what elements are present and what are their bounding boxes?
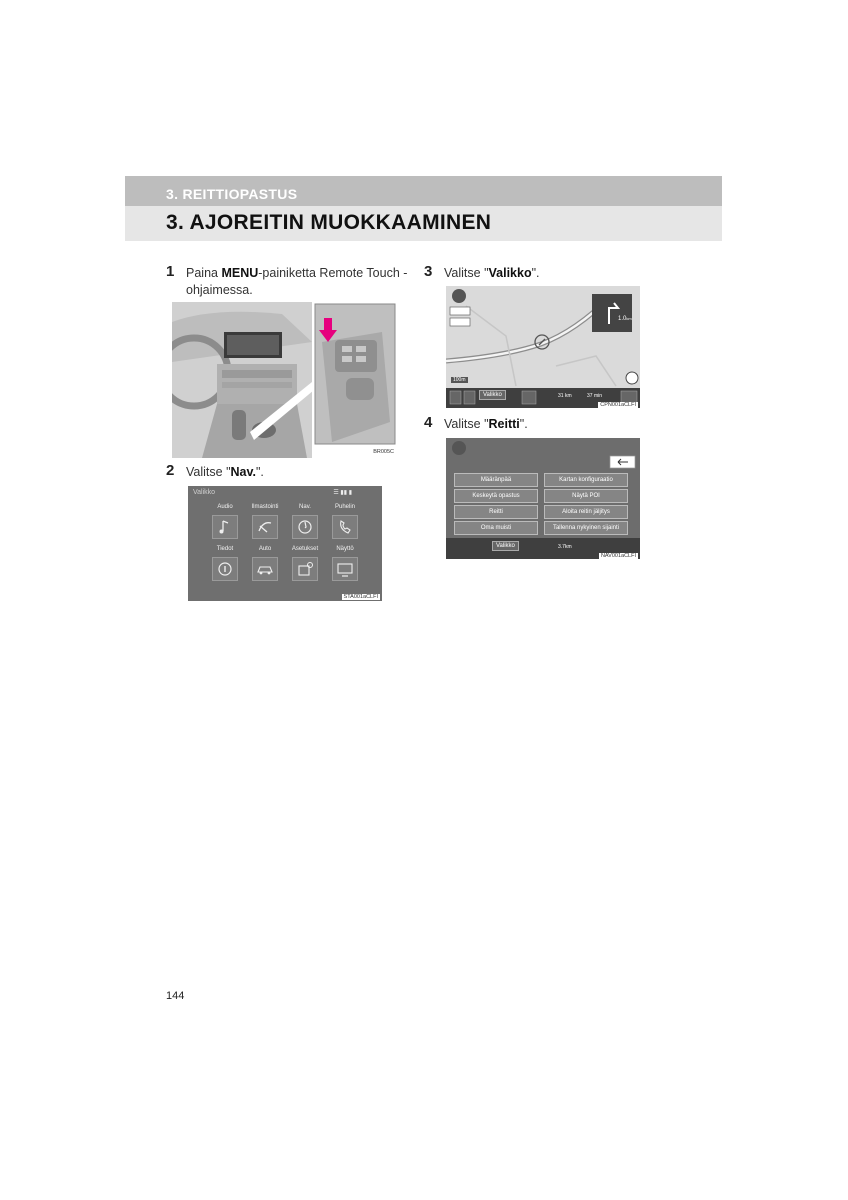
page-title: 3. AJOREITIN MUOKKAAMINEN — [166, 211, 492, 234]
map-config-button[interactable]: Kartan konfiguraatio — [544, 473, 628, 487]
page-number: 144 — [166, 990, 185, 1002]
step-text: ". — [531, 266, 540, 280]
step-4 — [424, 416, 664, 433]
step-text: ". — [519, 417, 528, 431]
tile-label: Ilmastointi — [251, 504, 279, 510]
menu-screen-title: Valikko — [193, 489, 216, 496]
status-icons: ☰ ▮▮ ▮ — [333, 490, 352, 496]
audio-tile[interactable] — [212, 515, 238, 539]
display-tile[interactable] — [332, 557, 358, 581]
tile-label: Auto — [258, 546, 272, 552]
step-bold-text: Nav. — [230, 465, 256, 479]
menu-screen — [188, 486, 382, 601]
show-poi-button[interactable]: Näytä POI — [544, 489, 628, 503]
step-bold-text: Reitti — [488, 417, 520, 431]
start-track-button[interactable]: Aloita reitin jäljitys — [544, 505, 628, 519]
remaining-time: 37 min — [587, 393, 603, 399]
map-screen — [446, 286, 640, 408]
step-number: 2 — [166, 462, 175, 479]
tile-label: Asetukset — [291, 546, 319, 552]
nav-tile[interactable] — [292, 515, 318, 539]
save-location-button[interactable]: Tallenna nykyinen sijainti — [544, 521, 628, 535]
tile-label: Näyttö — [336, 546, 354, 552]
step-text: Valitse " — [444, 417, 489, 431]
step-bold-text: Valikko — [488, 266, 532, 280]
map-scale: 100m — [453, 377, 466, 383]
figure-code: CPN001aCLFI — [600, 402, 636, 408]
step-text: Valitse " — [444, 266, 489, 280]
tile-label: Puhelin — [334, 504, 355, 510]
step-number: 4 — [424, 414, 433, 431]
tile-label: Tiedot — [216, 546, 234, 552]
step-number: 1 — [166, 263, 175, 280]
step-number: 3 — [424, 263, 433, 280]
section-title: 3. REITTIOPASTUS — [166, 186, 298, 202]
destination-button[interactable]: Määränpää — [454, 473, 538, 487]
my-memory-button[interactable]: Oma muisti — [454, 521, 538, 535]
route-button[interactable]: Reitti — [454, 505, 538, 519]
figure-code: BR005C — [373, 449, 394, 455]
climate-tile[interactable] — [252, 515, 278, 539]
figure-code: STA001aCLFI — [343, 594, 378, 600]
remaining-distance: 3.7km — [558, 544, 572, 550]
tile-label: Audio — [217, 504, 233, 510]
phone-tile[interactable] — [332, 515, 358, 539]
step-text: Valitse " — [186, 465, 231, 479]
step-text: Paina — [186, 266, 222, 280]
step-text: ". — [256, 465, 264, 479]
console-photo — [172, 302, 398, 458]
info-tile[interactable] — [212, 557, 238, 581]
step-bold-text: MENU — [221, 266, 259, 280]
step-1 — [166, 265, 411, 299]
maneuver-distance: 1.0km — [618, 316, 632, 322]
figure-code: NAV001aCLFI — [600, 553, 636, 559]
menu-button[interactable]: Valikko — [479, 390, 506, 400]
cancel-guidance-button[interactable]: Keskeytä opastus — [454, 489, 538, 503]
settings-tile[interactable] — [292, 557, 318, 581]
menu-button[interactable]: Valikko — [492, 541, 519, 551]
step-2 — [166, 464, 406, 481]
car-tile[interactable] — [252, 557, 278, 581]
remaining-distance: 31 km — [558, 393, 572, 399]
route-menu-screen — [446, 438, 640, 559]
step-3 — [424, 265, 664, 282]
step-text: -painiketta Remote Touch -ohjaimessa. — [186, 266, 408, 297]
tile-label: Nav. — [299, 504, 311, 510]
